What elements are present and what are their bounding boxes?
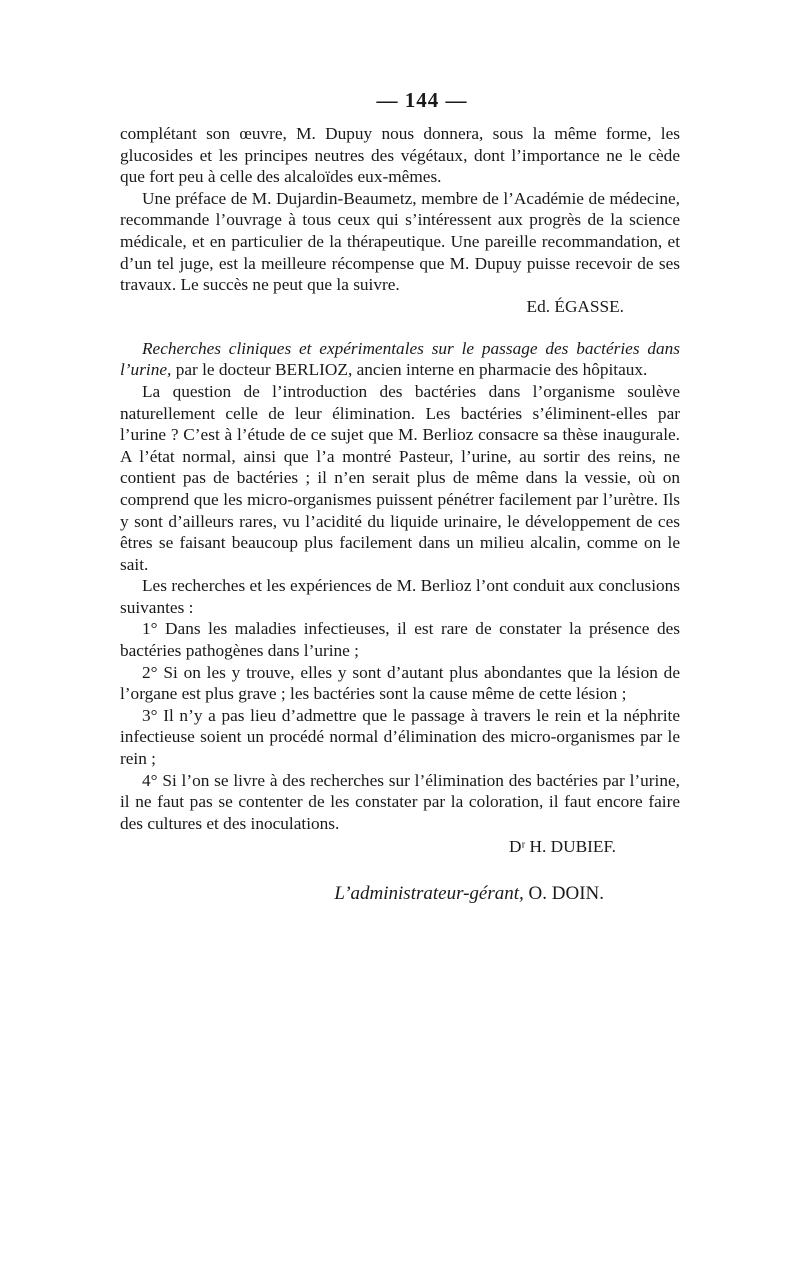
footer-role: L’administrateur-gérant, xyxy=(334,883,524,905)
conclusion-item: 3° Il n’y a pas lieu d’admettre que le passage à travers le rein et la néphrite infectieuse soient un procédé normal d’élimination des micro-organismes par le rein ; xyxy=(120,705,680,769)
paragraph: La question de l’introduction des bactéries dans l’organisme soulève naturellement celle de leur élimination. Les bactéries s’éliminent-elles par l’urine ? C’est à l’étude de ce sujet que M. Berlioz consacre sa thèse inaugurale. A l’état normal, ainsi que l’a montré Pasteur, l’urine, au sortir des reins, ne contient pas de bactéries ; il n’en serait plus de même dans la vessie, où on comprend que les micro-organismes puissent pénétrer facilement par l’urètre. Ils y sont d’ailleurs rares, vu l’acidité du liquide urinaire, le développement de ces êtres se faisant beaucoup plus facilement dans un milieu alcalin, comme on le sait. xyxy=(120,381,680,574)
page-number: — 144 — xyxy=(376,88,468,112)
signature: Ed. ÉGASSE. xyxy=(526,296,624,316)
review-heading xyxy=(120,338,680,381)
conclusion-item: 2° Si on les y trouve, elles y sont d’autant plus abondantes que la lésion de l’organe est plus grave ; les bactéries sont la cause même de cette lésion ; xyxy=(120,662,680,704)
paragraph: Les recherches et les expériences de M. Berlioz l’ont conduit aux conclusions suivantes : xyxy=(120,576,680,617)
review-title: Recherches cliniques et expérimentales sur le passage des bactéries dans l’urine, xyxy=(120,338,680,380)
publisher-footer xyxy=(120,882,680,906)
review-dupuy xyxy=(120,123,680,318)
review-author-line: par le docteur BERLIOZ, ancien interne en pharmacie des hôpitaux. xyxy=(175,360,648,380)
conclusion-item: 1° Dans les maladies infectieuses, il est rare de constater la présence des bactéries pathogènes dans l’urine ; xyxy=(120,619,680,661)
paragraph: complétant son œuvre, M. Dupuy nous donnera, sous la même forme, les glucosides et les principes neutres des végétaux, dont l’importance ne le cède que fort peu à celle des alcaloïdes eux-mêmes. xyxy=(120,124,680,187)
conclusion-item: 4° Si l’on se livre à des recherches sur l’élimination des bactéries par l’urine, il ne faut pas se contenter de les constater par la coloration, il faut encore faire des cultures et des inoculations. xyxy=(120,770,680,833)
paragraph: Une préface de M. Dujardin-Beaumetz, membre de l’Académie de médecine, recommande l’ouvrage à tous ceux qui s’intéressent aux progrès de la science médicale, et en particulier de la thérapeutique. Une pareille recommandation, et d’un tel juge, est la meilleure récompense que M. Dupuy puisse recevoir de ses travaux. Le succès ne peut que la suivre. xyxy=(120,188,680,295)
section-gap xyxy=(120,318,680,338)
footer-name: O. DOIN. xyxy=(528,883,604,905)
page xyxy=(120,88,680,906)
signature: Dʳ H. DUBIEF. xyxy=(508,837,616,857)
review-berlioz xyxy=(120,338,680,859)
